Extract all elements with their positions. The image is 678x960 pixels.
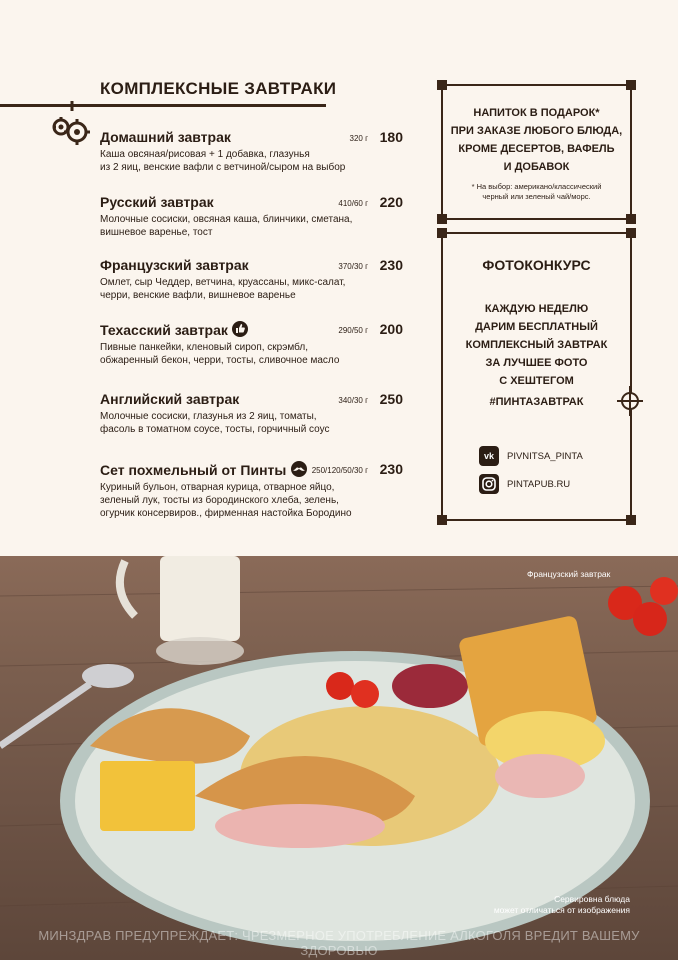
photo-contest-box [441,232,632,521]
promo-text: НАПИТОК В ПОДАРОК* ПРИ ЗАКАЗЕ ЛЮБОГО БЛЮДА, КРОМЕ ДЕСЕРТОВ, ВАФЕЛЬ И ДОБАВОК [450,107,623,173]
item-description: Омлет, сыр Чеддер, ветчина, круассаны, микс-салат, черри, венские вафли, вишневое варенье [100,277,346,301]
photo-contest-text: КАЖДУЮ НЕДЕЛЮ ДАРИМ БЕСПЛАТНЫЙ КОМПЛЕКСНЫЙ ЗАВТРАК ЗА ЛУЧШЕЕ ФОТО С ХЕШТЕГОМ [465,303,608,387]
social-label: PIVNITSA_PINTA [507,450,583,462]
item-name: Техасский завтрак [100,322,228,338]
item-weight: 320 г [349,134,368,143]
item-name: Домашний завтрак [100,129,231,145]
menu-item [100,321,403,367]
item-price: 250 [379,391,403,407]
item-description: Молочные сосиски, глазунья из 2 яиц, томаты, фасоль в томатном соусе, тосты, горчичный соус [100,411,330,435]
instagram-icon [479,474,499,494]
item-name: Сет похмельный от Пинты [100,462,287,478]
social-vk[interactable] [479,446,583,466]
item-price: 230 [379,257,403,273]
menu-item [100,257,403,302]
gears-icon [50,101,92,149]
vk-icon: vk [479,446,499,466]
item-price: 180 [379,129,403,145]
social-label: PINTAPUB.RU [507,478,571,490]
menu-item [100,194,403,239]
item-name: Французский завтрак [100,257,249,273]
item-weight: 340/30 г [338,396,368,405]
serving-note: Сервировна блюда может отличаться от изображения [493,894,630,915]
mustache-icon [290,461,308,477]
item-weight: 290/50 г [338,326,368,335]
photo-caption: Французский завтрак [527,569,611,579]
item-name: Английский завтрак [100,391,240,407]
item-weight: 410/60 г [338,199,368,208]
hashtag: #ПИНТАЗАВТРАК [489,396,584,408]
item-price: 200 [379,321,403,337]
item-description: Каша овсяная/рисовая + 1 добавка, глазунья из 2 яиц, венские вафли с ветчиной/сыром на выбор [100,149,346,173]
item-weight: 250/120/50/30 г [311,466,368,475]
item-name: Русский завтрак [100,194,214,210]
health-warning: МИНЗДРАВ ПРЕДУПРЕЖДАЕТ: ЧРЕЗМЕРНОЕ УПОТРЕБЛЕНИЕ АЛКОГОЛЯ ВРЕДИТ ВАШЕМУ ЗДОРОВЬЮ [38,928,640,958]
menu-item [100,461,403,520]
item-price: 230 [379,461,403,477]
promo-box [441,84,632,220]
section-title: КОМПЛЕКСНЫЕ ЗАВТРАКИ [100,79,337,98]
thumbs-up-icon [232,321,248,337]
item-price: 220 [379,194,403,210]
item-description: Пивные панкейки, кленовый сироп, скрэмбл, обжаренный бекон, черри, тосты, сливочное масло [100,342,340,366]
food-photo [0,556,678,960]
menu-item [100,129,403,174]
item-weight: 370/30 г [338,262,368,271]
social-instagram[interactable] [479,474,570,494]
knob-ornament [621,392,639,410]
title-rule [0,104,326,107]
item-description: Куриный бульон, отварная курица, отварное яйцо, зеленый лук, тосты из бородинского хлеба, зелень, огурчик консервиров., фирменная настойка Бородино [100,482,352,519]
item-description: Молочные сосиски, овсяная каша, блинчики, сметана, вишневое варенье, тост [100,214,353,238]
photo-contest-title: ФОТОКОНКУРС [482,257,591,273]
menu-item [100,391,403,436]
promo-note: * На выбор: американо/классический черный или зеленый чай/морс. [471,182,602,201]
